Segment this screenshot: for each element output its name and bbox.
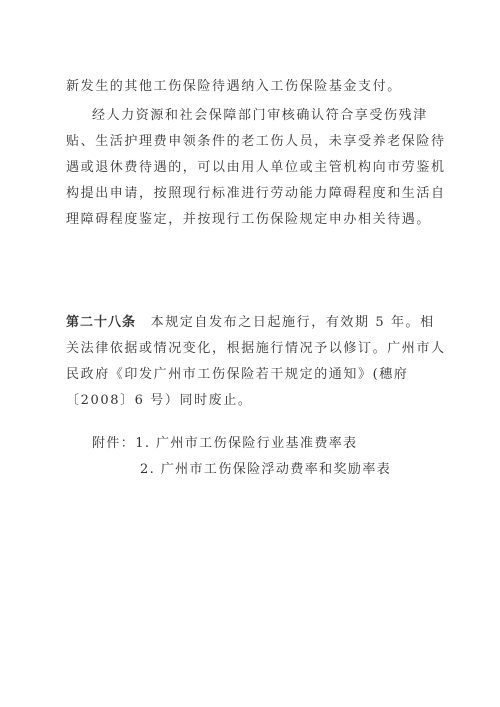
attachment-item-2: 2. 广州市工伤保险浮动费率和奖励率表 [140,462,392,477]
article-28 [66,310,448,414]
article-28-paragraph [66,310,448,414]
attachment-row-2 [92,457,452,483]
paragraph-tail-text: 新发生的其他工伤保险待遇纳入工伤保险基金支付。 [66,79,402,94]
attachments [92,431,452,483]
attachment-prefix: 附件： [92,436,136,451]
attachment-row-1 [92,431,452,457]
paragraph-old-injury-text: 经人力资源和社会保障部门审核确认符合享受伤残津贴、生活护理费申领条件的老工伤人员，未享受养老保险待遇或退休费待遇的，可以由用人单位或主管机构向市劳鉴机构提出申请，按照现行标准进行劳动能力障碍程度和生活自理障碍程度鉴定，并按现行工伤保险规定申办相关待遇。 [66,108,446,227]
attachment-item-1: 1. 广州市工伤保险行业基准费率表 [135,436,358,451]
paragraph-old-injury [66,103,448,233]
paragraph-tail [66,74,448,100]
article-28-text: 本规定自发布之日起施行，有效期 5 年。相关法律依据或情况变化，根据施行情况予以修订。广州市人民政府《印发广州市工伤保险若干规定的通知》(穗府〔2008〕6 号）同时废止。 [66,315,446,408]
article-28-label: 第二十八条 [66,315,137,330]
